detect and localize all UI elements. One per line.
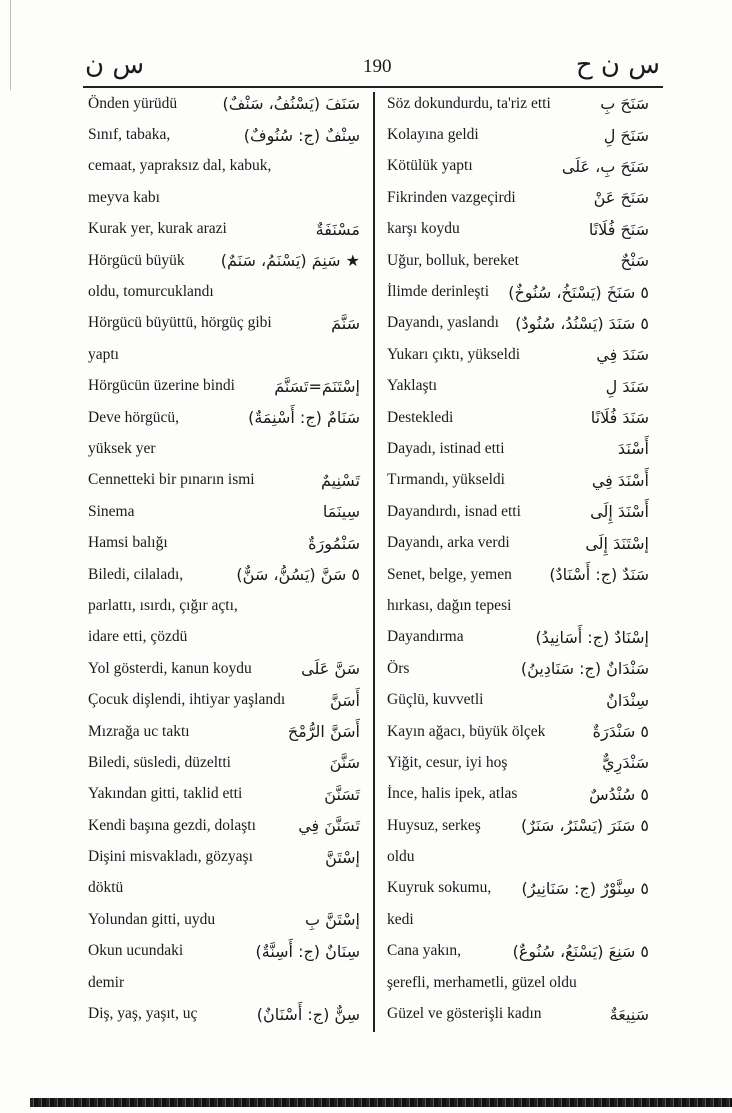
arabic-headword: ٥ سَنْدَرَةٌ: [592, 722, 649, 741]
dictionary-line: [88, 371, 360, 402]
dictionary-line: [387, 119, 649, 150]
dictionary-line: [88, 276, 360, 307]
turkish-definition: Sinema: [88, 502, 135, 520]
turkish-definition: Yakından gitti, taklid etti: [88, 785, 243, 803]
dictionary-line: [387, 810, 649, 841]
arabic-headword: أَسْنَدَ فِي: [591, 470, 649, 490]
arabic-headword: سَنَدَ فِي: [596, 345, 649, 365]
dictionary-line: [88, 590, 360, 621]
dictionary-line: [387, 873, 649, 904]
dictionary-line: [387, 308, 649, 339]
turkish-definition: Güzel ve gösterişli kadın: [387, 1005, 542, 1023]
arabic-headword: سَنْدَانٌ (ج: سَنَادِينُ): [520, 659, 649, 679]
turkish-definition: Sınıf, tabaka,: [88, 126, 171, 144]
arabic-headword: تَسَنَّنَ فِي: [298, 816, 360, 836]
turkish-definition: Dişini misvakladı, gözyaşı: [88, 848, 253, 866]
arabic-headword: ٥ سَنَدَ (يَسْنُدُ، سُنُودٌ): [515, 313, 649, 333]
turkish-definition: Diş, yaş, yaşıt, uç: [88, 1005, 198, 1023]
arabic-headword: سَنْمُورَةٌ: [308, 533, 360, 553]
arabic-headword: إسْتَنَدَ إِلَى: [585, 533, 649, 553]
turkish-definition: Cana yakın,: [387, 942, 462, 960]
turkish-definition: cemaat, yapraksız dal, kabuk,: [88, 157, 272, 175]
arabic-headword: أَسْنَدَ إِلَى: [590, 502, 649, 522]
dictionary-line: [387, 276, 649, 307]
arabic-headword: ٥ سَنَرَ (يَسْنَرُ، سَنَرٌ): [520, 816, 649, 836]
dictionary-line: [88, 214, 360, 245]
arabic-headword: سَنَحَ بِ، عَلَى: [561, 156, 649, 176]
dictionary-line: [88, 496, 360, 527]
arabic-headword: سَنَدَ فُلَانًا: [590, 408, 649, 428]
turkish-definition: Dayandı, arka verdi: [387, 534, 510, 552]
turkish-definition: idare etti, çözdü: [88, 628, 188, 646]
dictionary-line: [88, 88, 360, 119]
turkish-definition: Dayadı, istinad etti: [387, 439, 505, 457]
dictionary-line: [387, 716, 649, 747]
turkish-definition: Yol gösterdi, kanun koydu: [88, 659, 252, 677]
arabic-headword: مَسْنَفَةٌ: [315, 219, 360, 239]
arabic-headword: سَنَحَ بِ: [600, 94, 649, 114]
turkish-definition: şerefli, merhametli, güzel oldu: [387, 973, 577, 991]
dictionary-line: [387, 841, 649, 872]
turkish-definition: Kendi başına gezdi, dolaştı: [88, 816, 256, 834]
turkish-definition: yaptı: [88, 345, 119, 363]
header-left-letters: س ن: [85, 50, 145, 80]
dictionary-line: [387, 622, 649, 653]
arabic-headword: سَنَّنَ: [329, 753, 360, 773]
turkish-definition: İlimde derinleşti: [387, 283, 490, 301]
dictionary-line: [387, 747, 649, 778]
turkish-definition: Mızrağa uc taktı: [88, 722, 190, 740]
dictionary-line: [387, 214, 649, 245]
arabic-headword: ★ سَنِمَ (يَسْنَمُ، سَنَمٌ): [220, 251, 360, 271]
turkish-definition: hırkası, dağın tepesi: [387, 596, 512, 614]
arabic-headword: سَنْدَرِيٌّ: [602, 753, 649, 773]
dictionary-line: [387, 653, 649, 684]
dictionary-line: [387, 559, 649, 590]
arabic-headword: ٥ سُنْدُسٌ: [589, 784, 649, 804]
dictionary-line: [387, 245, 649, 276]
dictionary-line: [88, 119, 360, 150]
arabic-headword: أَسَنَّ الرُّمْحَ: [287, 722, 360, 741]
page-header: [85, 50, 660, 80]
arabic-headword: سَنَحَ عَنْ: [593, 188, 649, 208]
turkish-definition: yüksek yer: [88, 439, 156, 457]
dictionary-line: [387, 936, 649, 967]
turkish-definition: Hamsi balığı: [88, 534, 168, 552]
turkish-definition: karşı koydu: [387, 220, 460, 238]
dictionary-line: [387, 904, 649, 935]
arabic-headword: سَنَّ عَلَى: [301, 659, 360, 679]
left-column: [88, 88, 360, 1030]
arabic-headword: أَسَنَّ: [329, 690, 360, 710]
dictionary-line: [88, 559, 360, 590]
turkish-definition: Örs: [387, 659, 410, 677]
turkish-definition: Hörgücü büyüttü, hörgüç gibi: [88, 314, 272, 332]
turkish-definition: Kurak yer, kurak arazi: [88, 220, 227, 238]
turkish-definition: oldu: [387, 848, 415, 866]
arabic-headword: سِنْدَانٌ: [606, 690, 649, 710]
turkish-definition: döktü: [88, 879, 124, 897]
page-number: 190: [363, 56, 392, 77]
arabic-headword: تَسْنِيمٌ: [320, 470, 360, 490]
turkish-definition: Yolundan gitti, uydu: [88, 910, 216, 928]
dictionary-line: [88, 433, 360, 464]
dictionary-line: [387, 967, 649, 998]
dictionary-line: [88, 998, 360, 1029]
dictionary-line: [88, 527, 360, 558]
turkish-definition: Kötülük yaptı: [387, 157, 473, 175]
dictionary-line: [88, 810, 360, 841]
turkish-definition: İnce, halis ipek, atlas: [387, 785, 518, 803]
arabic-headword: سِنَانٌ (ج: أَسِنَّةٌ): [255, 941, 360, 961]
turkish-definition: Uğur, bolluk, bereket: [387, 251, 519, 269]
dictionary-line: [387, 339, 649, 370]
turkish-definition: Kuyruk sokumu,: [387, 879, 492, 897]
dictionary-line: [88, 308, 360, 339]
turkish-definition: oldu, tomurcuklandı: [88, 283, 214, 301]
scan-bottom-edge: [30, 1098, 732, 1107]
dictionary-line: [88, 151, 360, 182]
turkish-definition: Yukarı çıktı, yükseldi: [387, 345, 521, 363]
dictionary-line: [387, 590, 649, 621]
turkish-definition: Söz dokundurdu, ta'riz etti: [387, 94, 551, 112]
dictionary-line: [387, 684, 649, 715]
turkish-definition: Kolayına geldi: [387, 126, 479, 144]
turkish-definition: Kayın ağacı, büyük ölçek: [387, 722, 546, 740]
dictionary-line: [88, 622, 360, 653]
dictionary-line: [387, 371, 649, 402]
turkish-definition: Senet, belge, yemen: [387, 565, 512, 583]
arabic-headword: إسْتَنَّ بِ: [304, 910, 360, 930]
dictionary-line: [88, 339, 360, 370]
dictionary-line: [88, 967, 360, 998]
arabic-headword: إسْتَنَّ: [325, 847, 360, 867]
dictionary-line: [88, 936, 360, 967]
dictionary-line: [88, 182, 360, 213]
dictionary-line: [88, 779, 360, 810]
dictionary-line: [88, 402, 360, 433]
arabic-headword: أَسْنَدَ: [617, 439, 649, 459]
dictionary-line: [387, 88, 649, 119]
dictionary-line: [88, 465, 360, 496]
arabic-headword: سِنٌّ (ج: أَسْنَانٌ): [256, 1004, 360, 1024]
arabic-headword: سِينَمَا: [322, 502, 360, 522]
arabic-headword: سِنْفٌ (ج: سُنُوفٌ): [243, 125, 360, 145]
dictionary-line: [387, 465, 649, 496]
turkish-definition: Deve hörgücü,: [88, 408, 179, 426]
turkish-definition: Çocuk dişlendi, ihtiyar yaşlandı: [88, 691, 286, 709]
dictionary-line: [88, 904, 360, 935]
turkish-definition: parlattı, ısırdı, çığır açtı,: [88, 596, 238, 614]
dictionary-line: [387, 998, 649, 1029]
turkish-definition: Okun ucundaki: [88, 942, 184, 960]
dictionary-line: [88, 716, 360, 747]
dictionary-line: [387, 527, 649, 558]
dictionary-line: [387, 402, 649, 433]
turkish-definition: Biledi, cilaladı,: [88, 565, 184, 583]
turkish-definition: Destekledi: [387, 408, 454, 426]
arabic-headword: سَنَفَ (يَسْنُفُ، سَنْفٌ): [222, 94, 360, 114]
header-right-letters: س ن ح: [575, 50, 660, 80]
turkish-definition: Biledi, süsledi, düzeltti: [88, 753, 231, 771]
turkish-definition: demir: [88, 973, 125, 991]
dictionary-line: [88, 747, 360, 778]
turkish-definition: Hörgücü büyük: [88, 251, 185, 269]
arabic-headword: ٥ سَنَخَ (يَسْنَخُ، سُنُوخٌ): [508, 282, 649, 302]
dictionary-line: [387, 779, 649, 810]
turkish-definition: Tırmandı, yükseldi: [387, 471, 505, 489]
turkish-definition: Dayandırdı, isnad etti: [387, 502, 521, 520]
arabic-headword: ٥ سَنَّ (يَسُنُّ، سَنٌّ): [236, 565, 360, 585]
turkish-definition: Önden yürüdü: [88, 94, 178, 112]
arabic-headword: ٥ سِنَّوْرٌ (ج: سَنَانِيرُ): [521, 878, 649, 898]
dictionary-line: [387, 433, 649, 464]
arabic-headword: تَسَنَّنَ: [324, 784, 360, 804]
arabic-headword: سَنَدٌ (ج: أَسْنَادٌ): [549, 565, 649, 585]
turkish-definition: Fikrinden vazgeçirdi: [387, 188, 516, 206]
turkish-definition: Yiğit, cesur, iyi hoş: [387, 753, 508, 771]
arabic-headword: سَنْحٌ: [620, 251, 649, 271]
dictionary-line: [88, 684, 360, 715]
turkish-definition: meyva kabı: [88, 188, 160, 206]
turkish-definition: Cennetteki bir pınarın ismi: [88, 471, 255, 489]
right-column: [387, 88, 649, 1030]
turkish-definition: Huysuz, serkeş: [387, 816, 481, 834]
turkish-definition: Yaklaştı: [387, 377, 438, 395]
arabic-headword: سَنَحَ فُلَانًا: [588, 219, 649, 239]
turkish-definition: Dayandı, yaslandı: [387, 314, 499, 332]
dictionary-line: [88, 873, 360, 904]
arabic-headword: إسْنَادٌ (ج: أَسَانِيدُ): [535, 627, 649, 647]
arabic-headword: إسْتَنَمَ=تَسَنَّمَ: [274, 376, 360, 396]
arabic-headword: سَنَحَ لِ: [603, 125, 649, 145]
dictionary-line: [387, 182, 649, 213]
dictionary-line: [88, 245, 360, 276]
arabic-headword: سَنَامٌ (ج: أَسْنِمَةٌ): [248, 408, 360, 428]
turkish-definition: kedi: [387, 910, 414, 928]
turkish-definition: Hörgücün üzerine bindi: [88, 377, 235, 395]
column-divider: [373, 92, 375, 1032]
turkish-definition: Güçlü, kuvvetli: [387, 691, 484, 709]
arabic-headword: سَنَدَ لِ: [605, 376, 649, 396]
dictionary-line: [88, 653, 360, 684]
dictionary-line: [387, 496, 649, 527]
turkish-definition: Dayandırma: [387, 628, 464, 646]
arabic-headword: ٥ سَنِعَ (يَسْنَعُ، سُنُوعٌ): [512, 941, 649, 961]
dictionary-line: [387, 151, 649, 182]
arabic-headword: سَنِيعَةٌ: [609, 1004, 649, 1024]
dictionary-line: [88, 841, 360, 872]
scan-margin-line: [10, 0, 11, 90]
arabic-headword: سَنَّمَ: [331, 313, 360, 333]
